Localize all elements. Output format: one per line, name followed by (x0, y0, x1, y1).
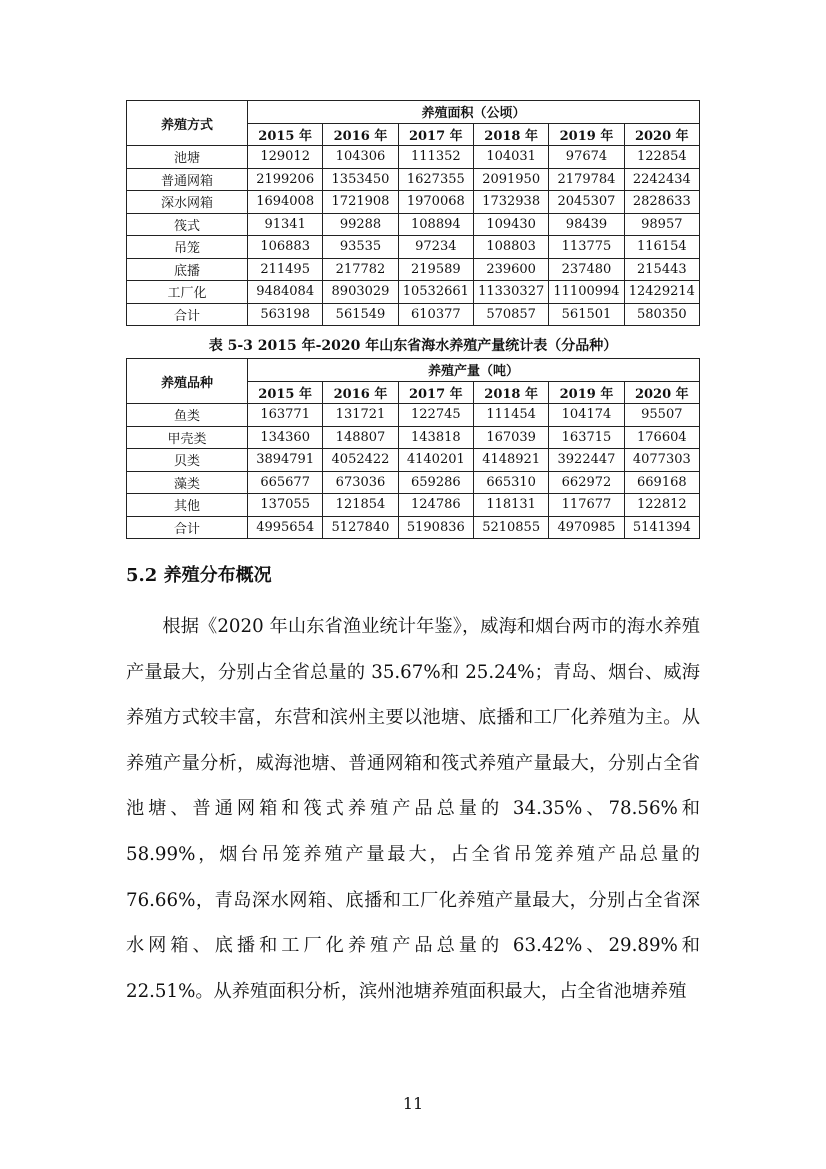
table2-year-header: 2018 年 (473, 381, 548, 404)
table-cell: 570857 (473, 303, 548, 326)
table-cell: 111454 (473, 404, 548, 427)
table-cell: 580350 (624, 303, 699, 326)
table2-year-header: 2015 年 (248, 381, 323, 404)
table-cell: 163715 (549, 426, 624, 449)
body-paragraph: 根据《2020 年山东省渔业统计年鉴》，威海和烟台两市的海水养殖产量最大，分别占全省总量的 35.67%和 25.24%；青岛、烟台、威海养殖方式较丰富，东营和滨州主要以池塘、底播和工厂化养殖为主。从养殖产量分析，威海池塘、普通网箱和筏式养殖产量最大，分别占全省池塘、普通网箱和筏式养殖产品总量的 34.35%、78.56%和 58.99%，烟台吊笼养殖产量最大，占全省吊笼养殖产品总量的 76.66%，青岛深水网箱、底播和工厂化养殖产量最大，分别占全省深水网箱、底播和工厂化养殖产品总量的 63.42%、29.89%和 22.51%。从养殖面积分析，滨州池塘养殖面积最大，占全省池塘养殖 (126, 616, 700, 1002)
table-cell: 1732938 (473, 191, 548, 214)
table-cell: 122812 (624, 494, 699, 517)
table-cell: 11100994 (549, 281, 624, 304)
row-label: 普通网箱 (127, 168, 248, 191)
table-cell: 91341 (248, 213, 323, 236)
table-cell: 2179784 (549, 168, 624, 191)
table-row (127, 426, 700, 449)
table-cell: 104306 (323, 146, 398, 169)
table-cell: 111352 (398, 146, 473, 169)
table2-year-header: 2020 年 (624, 381, 699, 404)
table-row (127, 168, 700, 191)
aquaculture-area-table (126, 100, 700, 326)
table-cell: 131721 (323, 404, 398, 427)
page-number: 11 (402, 1094, 424, 1113)
table-cell: 563198 (248, 303, 323, 326)
table-cell: 93535 (323, 236, 398, 259)
table-cell: 3922447 (549, 449, 624, 472)
table1-year-header: 2016 年 (323, 123, 398, 146)
table-cell: 118131 (473, 494, 548, 517)
table-row (127, 404, 700, 427)
table-cell: 1694008 (248, 191, 323, 214)
row-label: 其他 (127, 494, 248, 517)
row-label: 深水网箱 (127, 191, 248, 214)
table-cell: 97674 (549, 146, 624, 169)
row-label: 贝类 (127, 449, 248, 472)
table-cell: 669168 (624, 471, 699, 494)
table-cell: 662972 (549, 471, 624, 494)
table-row (127, 191, 700, 214)
table-row (127, 494, 700, 517)
row-label: 底播 (127, 258, 248, 281)
table-cell: 3894791 (248, 449, 323, 472)
table-row (127, 281, 700, 304)
table-cell: 2091950 (473, 168, 548, 191)
row-label: 吊笼 (127, 236, 248, 259)
table-cell: 8903029 (323, 281, 398, 304)
table-cell: 143818 (398, 426, 473, 449)
table-cell: 4995654 (248, 516, 323, 539)
table-cell: 4077303 (624, 449, 699, 472)
table-row (127, 303, 700, 326)
table-cell: 116154 (624, 236, 699, 259)
table-cell: 176604 (624, 426, 699, 449)
table-row (127, 471, 700, 494)
table1-group-header: 养殖面积（公顷） (248, 101, 700, 124)
table-cell: 98439 (549, 213, 624, 236)
table2-corner-header: 养殖品种 (127, 359, 248, 404)
table-cell: 2828633 (624, 191, 699, 214)
row-label: 合计 (127, 516, 248, 539)
table-cell: 117677 (549, 494, 624, 517)
table-cell: 108894 (398, 213, 473, 236)
table1-year-header: 2020 年 (624, 123, 699, 146)
table-cell: 215443 (624, 258, 699, 281)
table-cell: 104174 (549, 404, 624, 427)
row-label: 鱼类 (127, 404, 248, 427)
table-cell: 217782 (323, 258, 398, 281)
table-cell: 219589 (398, 258, 473, 281)
row-label: 藻类 (127, 471, 248, 494)
table-cell: 239600 (473, 258, 548, 281)
table-cell: 1353450 (323, 168, 398, 191)
table-cell: 122854 (624, 146, 699, 169)
table1-year-header: 2018 年 (473, 123, 548, 146)
table-cell: 5127840 (323, 516, 398, 539)
table2-year-header: 2016 年 (323, 381, 398, 404)
table-cell: 5190836 (398, 516, 473, 539)
table2-group-header: 养殖产量（吨） (248, 359, 700, 382)
table-cell: 134360 (248, 426, 323, 449)
table-cell: 163771 (248, 404, 323, 427)
table-cell: 104031 (473, 146, 548, 169)
table-cell: 9484084 (248, 281, 323, 304)
table2-caption: 表 5-3 2015 年-2020 年山东省海水养殖产量统计表（分品种） (208, 338, 618, 354)
table-cell: 665677 (248, 471, 323, 494)
table-cell: 211495 (248, 258, 323, 281)
section-title: 5.2 养殖分布概况 (126, 565, 272, 586)
row-label: 工厂化 (127, 281, 248, 304)
table-cell: 137055 (248, 494, 323, 517)
table-cell: 561549 (323, 303, 398, 326)
table1-corner-header: 养殖方式 (127, 101, 248, 146)
table-cell: 2045307 (549, 191, 624, 214)
table1-year-header: 2019 年 (549, 123, 624, 146)
table-cell: 108803 (473, 236, 548, 259)
table2-year-header: 2017 年 (398, 381, 473, 404)
table-cell: 109430 (473, 213, 548, 236)
table2-year-header: 2019 年 (549, 381, 624, 404)
table-row (127, 146, 700, 169)
table-cell: 665310 (473, 471, 548, 494)
table-cell: 124786 (398, 494, 473, 517)
table-cell: 148807 (323, 426, 398, 449)
table-cell: 98957 (624, 213, 699, 236)
table-cell: 122745 (398, 404, 473, 427)
table-cell: 5210855 (473, 516, 548, 539)
table-cell: 129012 (248, 146, 323, 169)
table-cell: 95507 (624, 404, 699, 427)
table-cell: 4052422 (323, 449, 398, 472)
table-cell: 1627355 (398, 168, 473, 191)
row-label: 合计 (127, 303, 248, 326)
table-cell: 10532661 (398, 281, 473, 304)
aquaculture-production-table (126, 358, 700, 539)
table-cell: 673036 (323, 471, 398, 494)
table-cell: 237480 (549, 258, 624, 281)
table-row (127, 516, 700, 539)
table-row (127, 449, 700, 472)
table-cell: 2242434 (624, 168, 699, 191)
table-cell: 659286 (398, 471, 473, 494)
row-label: 池塘 (127, 146, 248, 169)
table-cell: 561501 (549, 303, 624, 326)
table-row (127, 258, 700, 281)
table-cell: 106883 (248, 236, 323, 259)
table-cell: 5141394 (624, 516, 699, 539)
table-cell: 4140201 (398, 449, 473, 472)
table-cell: 121854 (323, 494, 398, 517)
table-cell: 113775 (549, 236, 624, 259)
table-row (127, 213, 700, 236)
table-cell: 4148921 (473, 449, 548, 472)
table1-year-header: 2015 年 (248, 123, 323, 146)
table-cell: 2199206 (248, 168, 323, 191)
table-cell: 12429214 (624, 281, 699, 304)
table1-year-header: 2017 年 (398, 123, 473, 146)
table-cell: 99288 (323, 213, 398, 236)
row-label: 甲壳类 (127, 426, 248, 449)
table-cell: 4970985 (549, 516, 624, 539)
table-row (127, 236, 700, 259)
table-cell: 167039 (473, 426, 548, 449)
row-label: 筏式 (127, 213, 248, 236)
table-cell: 97234 (398, 236, 473, 259)
table-cell: 11330327 (473, 281, 548, 304)
table-cell: 610377 (398, 303, 473, 326)
table-cell: 1970068 (398, 191, 473, 214)
table-cell: 1721908 (323, 191, 398, 214)
